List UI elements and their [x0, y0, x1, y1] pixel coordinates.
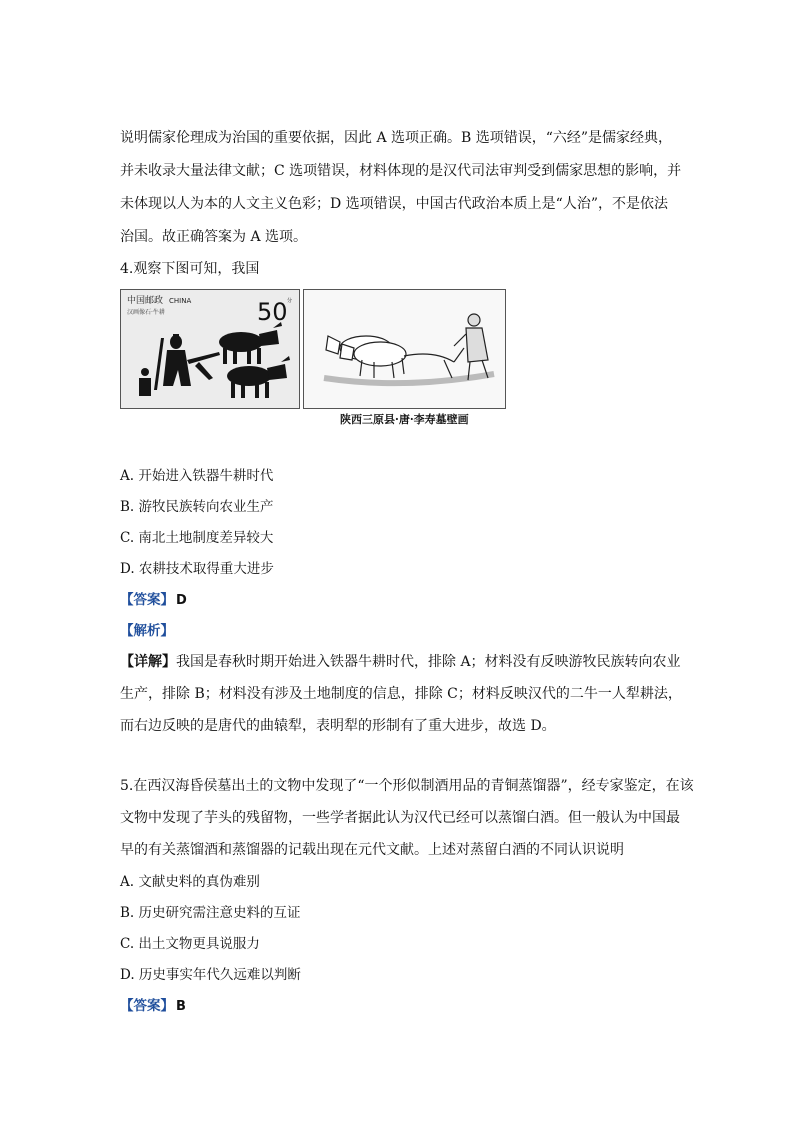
q4-stem: 4.观察下图可知，我国	[120, 261, 260, 277]
mural-caption: 陕西三原县·唐·李寿墓壁画	[340, 413, 469, 426]
stamp-image	[120, 289, 300, 409]
q5-stem-line-3: 早的有关蒸馏酒和蒸馏器的记载出现在元代文献。上述对蒸留白酒的不同认识说明	[120, 842, 624, 858]
q4-option-b: B. 游牧民族转向农业生产	[120, 499, 274, 515]
stamp-country: 中国邮政	[127, 296, 164, 306]
intro-line-3: 未体现以人为本的人文主义色彩；D 选项错误，中国古代政治本质上是“人治”，不是依法	[120, 196, 668, 212]
q4-detail-line-2: 生产，排除 B；材料没有涉及土地制度的信息，排除 C；材料反映汉代的二牛一人犁耕法，	[120, 686, 682, 702]
q4-answer-label: 【答案】	[120, 592, 174, 608]
q4-detail-label: 【详解】	[120, 654, 176, 670]
q5-option-a: A. 文献史料的真伪难别	[120, 874, 260, 890]
stamp-illustration	[121, 290, 299, 408]
intro-line-4: 治国。故正确答案为 A 选项。	[120, 229, 308, 245]
q5-answer	[120, 996, 186, 1017]
stamp-china: CHINA	[169, 297, 192, 305]
intro-line-1: 说明儒家伦理成为治国的重要依据，因此 A 选项正确。B 选项错误，“六经”是儒家经典，	[120, 130, 673, 146]
intro-line-2: 并未收录大量法律文献；C 选项错误，材料体现的是汉代司法审判受到儒家思想的影响，并	[120, 163, 682, 179]
q5-option-c: C. 出土文物更具说服力	[120, 936, 260, 952]
stamp-value: 50	[257, 298, 288, 326]
q4-option-a: A. 开始进入铁器牛耕时代	[120, 468, 274, 484]
q5-stem-line-2: 文物中发现了芋头的残留物，一些学者据此认为汉代已经可以蒸馏白酒。但一般认为中国最	[120, 810, 680, 826]
q5-stem-line-1: 5.在西汉海昏侯墓出土的文物中发现了“一个形似制酒用品的青铜蒸馏器”，经专家鉴定，在该	[120, 778, 694, 794]
q5-option-b: B. 历史研究需注意史料的互证	[120, 905, 301, 921]
q5-answer-label: 【答案】	[120, 998, 174, 1014]
mural-image	[303, 289, 506, 409]
q4-answer	[120, 590, 187, 611]
q4-option-d: D. 农耕技术取得重大进步	[120, 561, 274, 577]
stamp-unit: 分	[287, 298, 293, 304]
q4-detail-line-1	[120, 652, 681, 672]
q4-detail-line-3: 而右边反映的是唐代的曲辕犁，表明犁的形制有了重大进步，故选 D。	[120, 718, 556, 734]
q4-analysis-label: 【解析】	[120, 623, 174, 639]
q5-option-d: D. 历史事实年代久远难以判断	[120, 967, 301, 983]
q4-detail-text-1: 我国是春秋时期开始进入铁器牛耕时代，排除 A；材料没有反映游牧民族转向农业	[176, 654, 681, 670]
q4-answer-value: D	[176, 593, 187, 608]
q4-analysis-heading	[120, 621, 174, 641]
stamp-subtitle: 汉画像石·牛耕	[127, 309, 165, 316]
q5-answer-value: B	[176, 999, 186, 1014]
q4-option-c: C. 南北土地制度差异较大	[120, 530, 274, 546]
mural-illustration	[304, 290, 505, 408]
